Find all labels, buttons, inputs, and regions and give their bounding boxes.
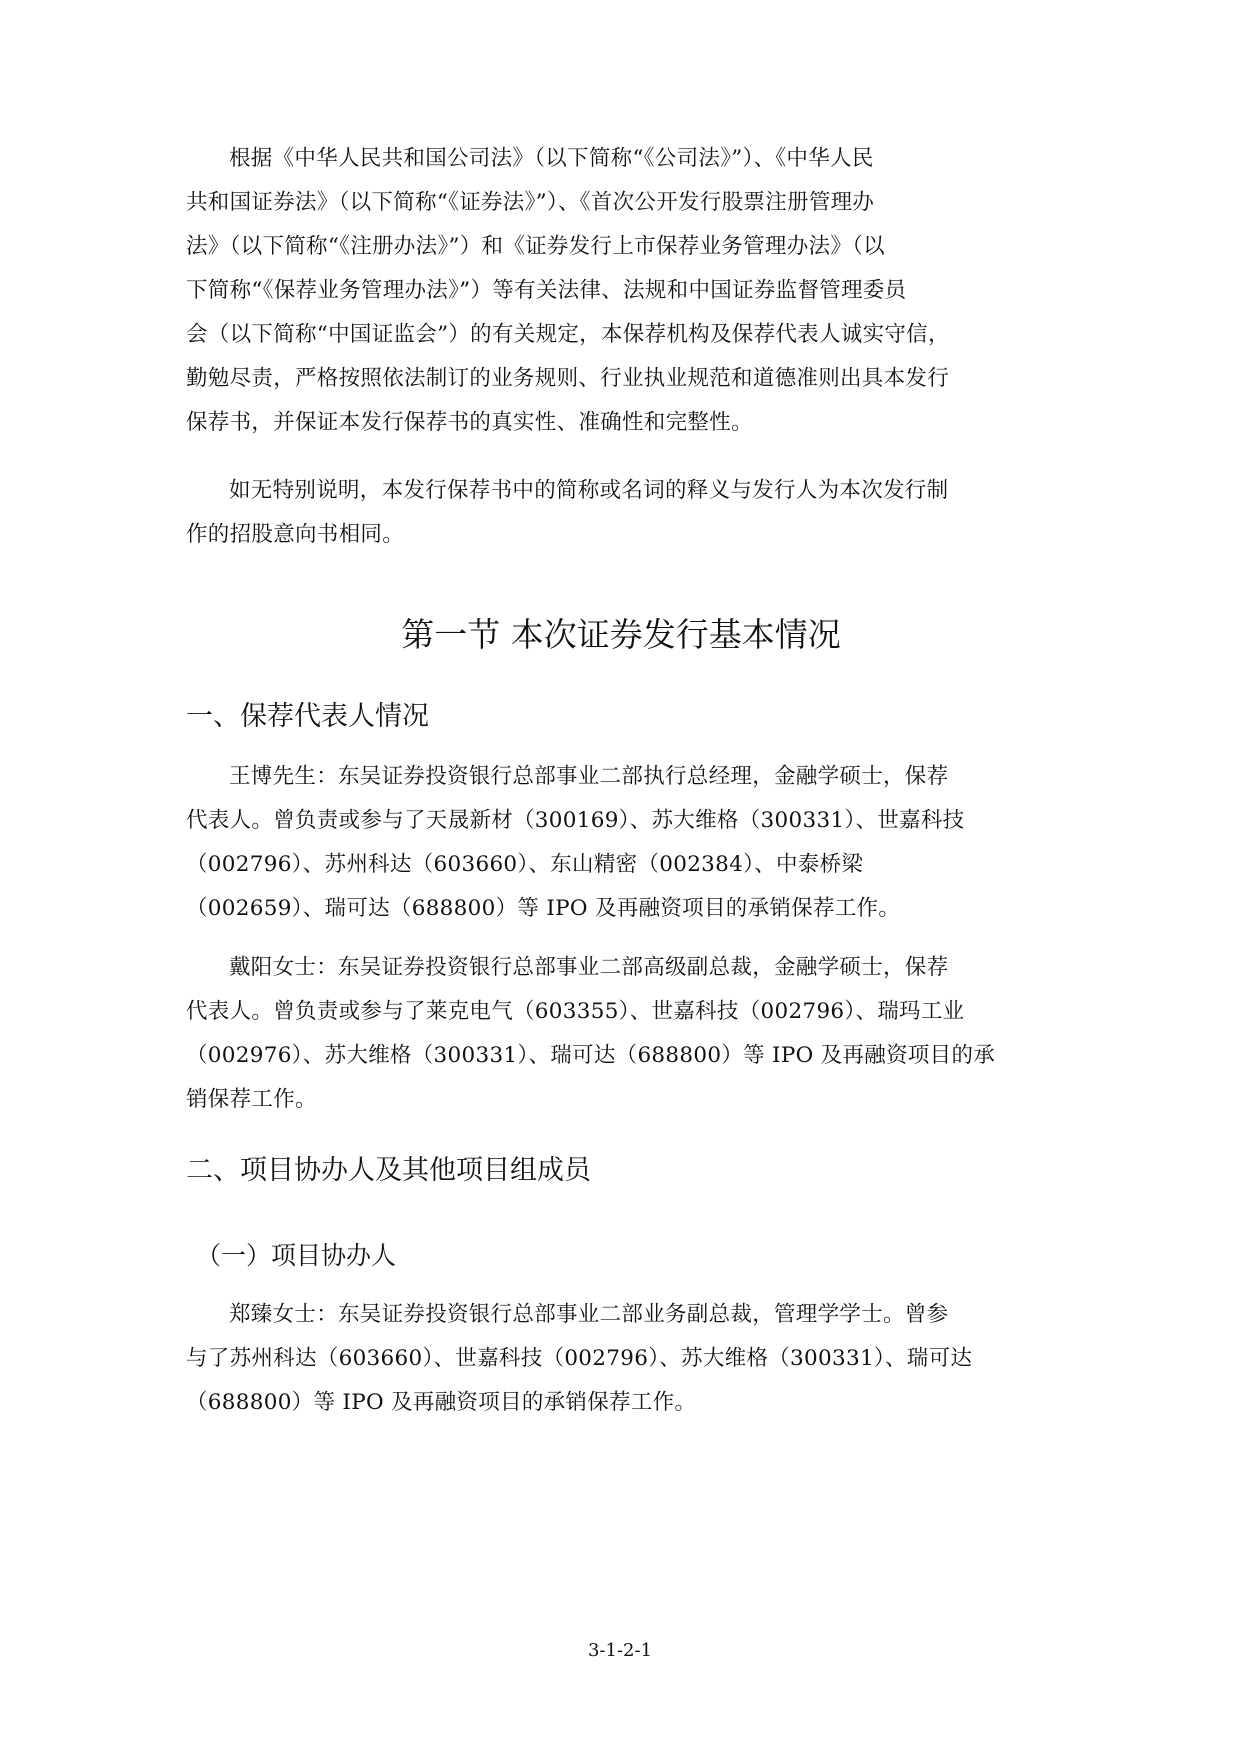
- representative-wang-bo: [186, 755, 1056, 931]
- text-line: 郑臻女士：东吴证券投资银行总部事业二部业务副总裁，管理学学士。曾参: [229, 1302, 949, 1327]
- text-line: 如无特别说明，本发行保荐书中的简称或名词的释义与发行人为本次发行制: [229, 478, 949, 503]
- text-line: 王博先生：东吴证券投资银行总部事业二部执行总经理，金融学硕士，保荐: [229, 764, 949, 789]
- text-line: 与了苏州科达（603660）、世嘉科技（002796）、苏大维格（300331）、瑞可达: [186, 1346, 973, 1371]
- page-number: 3-1-2-1: [587, 1640, 653, 1661]
- text-line: 下简称“《保荐业务管理办法》”）等有关法律、法规和中国证券监督管理委员: [186, 278, 907, 303]
- text-line: 勤勉尽责，严格按照依法制订的业务规则、行业执业规范和道德准则出具本发行: [186, 366, 950, 391]
- representative-dai-yang: [186, 946, 1056, 1122]
- text-line: 销保荐工作。: [186, 1087, 317, 1112]
- text-line: 戴阳女士：东吴证券投资银行总部事业二部高级副总裁，金融学硕士，保荐: [229, 955, 949, 980]
- text-line: （002976）、苏大维格（300331）、瑞可达（688800）等 IPO 及再融资项目的承: [186, 1043, 996, 1068]
- text-line: 代表人。曾负责或参与了天晟新材（300169）、苏大维格（300331）、世嘉科技: [186, 808, 965, 833]
- subsection-title-representatives: 一、保荐代表人情况: [186, 701, 429, 732]
- text-line: 作的招股意向书相同。: [186, 522, 405, 547]
- subsection-title-project-members: 二、项目协办人及其他项目组成员: [186, 1155, 591, 1186]
- text-line: 代表人。曾负责或参与了莱克电气（603355）、世嘉科技（002796）、瑞玛工业: [186, 999, 965, 1024]
- intro-paragraph-2: [186, 469, 1056, 557]
- intro-paragraph-1: [186, 137, 1056, 445]
- text-line: 保荐书，并保证本发行保荐书的真实性、准确性和完整性。: [186, 410, 753, 435]
- text-line: 根据《中华人民共和国公司法》（以下简称“《公司法》”）、《中华人民: [229, 146, 874, 171]
- text-line: （002796）、苏州科达（603660）、东山精密（002384）、中泰桥梁: [186, 852, 864, 877]
- assistant-zheng-zhen: [186, 1293, 1056, 1425]
- text-line: （688800）等 IPO 及再融资项目的承销保荐工作。: [186, 1390, 697, 1415]
- text-line: 会（以下简称“中国证监会”）的有关规定，本保荐机构及保荐代表人诚实守信，: [186, 322, 950, 347]
- section-title: 第一节 本次证券发行基本情况: [401, 615, 841, 654]
- subsubsection-title-assistant: （一）项目协办人: [196, 1241, 397, 1270]
- text-line: 法》（以下简称“《注册办法》”）和《证券发行上市保荐业务管理办法》（以: [186, 234, 885, 259]
- text-line: （002659）、瑞可达（688800）等 IPO 及再融资项目的承销保荐工作。: [186, 896, 901, 921]
- text-line: 共和国证券法》（以下简称“《证券法》”）、《首次公开发行股票注册管理办: [186, 190, 875, 215]
